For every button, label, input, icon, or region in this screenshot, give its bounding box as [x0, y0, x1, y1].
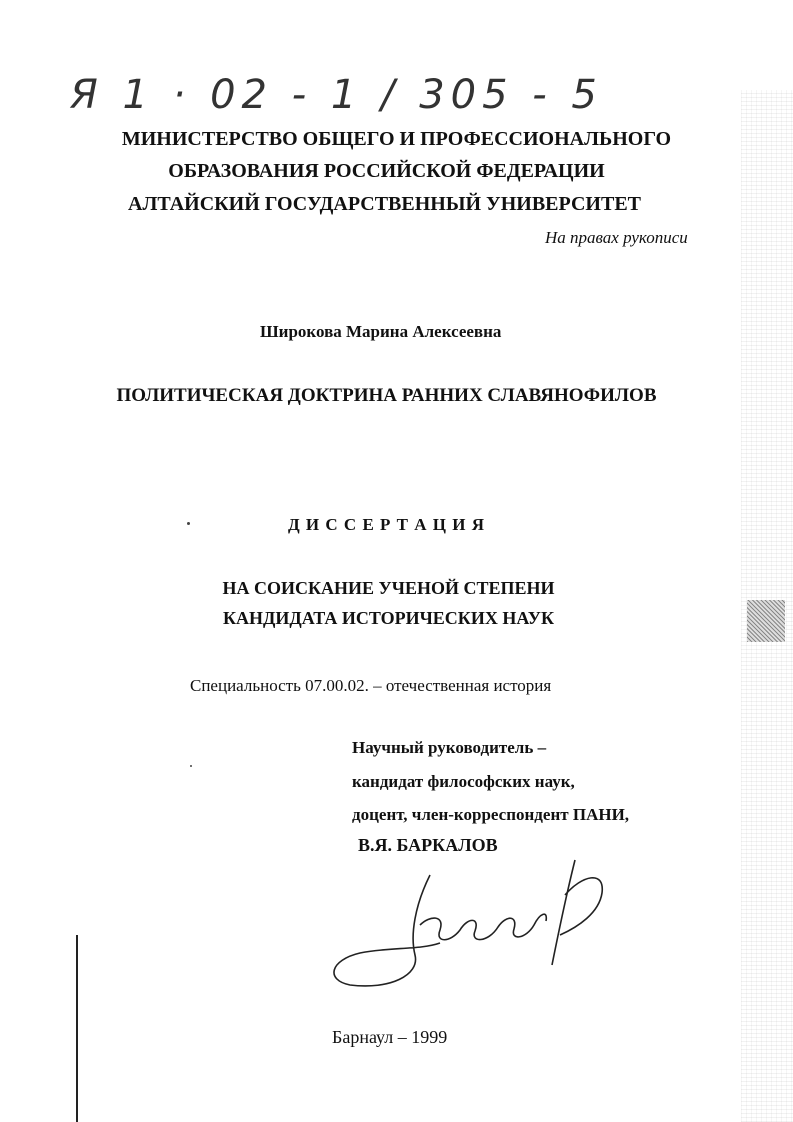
manuscript-note: На правах рукописи — [545, 228, 688, 247]
specialty: Специальность 07.00.02. – отечественная история — [190, 676, 552, 695]
scan-speck — [190, 765, 192, 767]
advisor-degree: кандидат философских наук, — [352, 772, 575, 791]
advisor-position: доцент, член-корреспондент ПАНИ, — [352, 805, 630, 824]
header-line-university: АЛТАЙСКИЙ ГОСУДАРСТВЕННЫЙ УНИВЕРСИТЕТ — [128, 193, 641, 215]
place-year: Барнаул – 1999 — [332, 1027, 448, 1047]
advisor-role: Научный руководитель – — [352, 738, 547, 757]
degree-line-2: КАНДИДАТА ИСТОРИЧЕСКИХ НАУК — [222, 608, 555, 628]
scan-left-rule — [76, 935, 78, 1122]
dissertation-title: ПОЛИТИЧЕСКАЯ ДОКТРИНА РАННИХ СЛАВЯНОФИЛОВ — [116, 385, 657, 406]
advisor-name: В.Я. БАРКАЛОВ — [358, 835, 498, 855]
document-type: Д И С С Е Р Т А Ц И Я — [287, 515, 486, 534]
advisor-signature — [320, 855, 620, 995]
archive-handwritten-mark: Я 1 · 02 - 1 / 305 - 5 — [70, 72, 603, 118]
degree-line-1: НА СОИСКАНИЕ УЧЕНОЙ СТЕПЕНИ — [222, 578, 555, 598]
header-line-ministry: МИНИСТЕРСТВО ОБЩЕГО И ПРОФЕССИОНАЛЬНОГО — [121, 128, 672, 150]
header-line-education: ОБРАЗОВАНИЯ РОССИЙСКОЙ ФЕДЕРАЦИИ — [168, 160, 605, 182]
author-name: Широкова Марина Алексеевна — [260, 322, 502, 341]
